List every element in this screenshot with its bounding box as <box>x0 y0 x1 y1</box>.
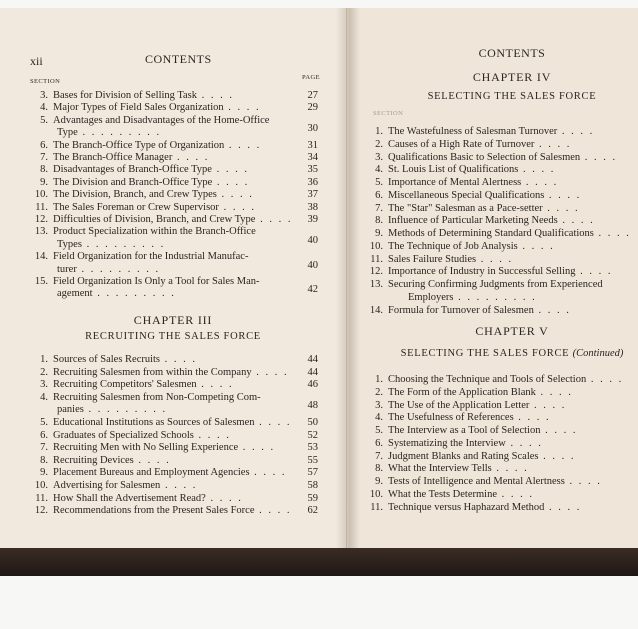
toc-entry-continuation-text: turer <box>57 263 77 275</box>
leader-dots: . . . . <box>133 454 171 466</box>
leader-dots: . . . . <box>497 488 534 500</box>
toc-entry-number: 4. <box>375 164 383 176</box>
toc-entry-page: 27 <box>307 90 318 101</box>
toc-entry <box>22 202 256 214</box>
toc-entry <box>365 152 617 164</box>
toc-entry-page: 42 <box>307 284 318 296</box>
toc-entry-page: 59 <box>307 492 318 504</box>
toc-entry-title: The Technique of Job Analysis <box>388 240 518 252</box>
toc-entry-number: 7. <box>40 152 48 163</box>
toc-entry-number: 7. <box>375 202 383 214</box>
leader-dots: . . . . <box>254 417 292 428</box>
continued-label: (Continued) <box>572 348 624 359</box>
toc-entry-page: 53 <box>307 442 318 454</box>
right-page <box>347 8 638 548</box>
toc-entry-continuation <box>57 404 167 416</box>
leader-dots: . . . . . . . . . <box>76 263 161 275</box>
toc-entry-title: The Branch-Office Manager <box>53 152 173 163</box>
toc-entry-continuation <box>57 239 165 251</box>
toc-entry-number: 6. <box>40 139 48 151</box>
leader-dots: . . . . <box>557 126 595 137</box>
toc-entry-number: 4. <box>40 102 48 114</box>
toc-entry <box>365 215 595 227</box>
leader-dots: . . . . <box>586 374 624 385</box>
running-head: CONTENTS <box>145 52 212 66</box>
toc-entry-title: Educational Institutions as Sources of Salesmen <box>53 417 255 428</box>
toc-entry-page: 39 <box>307 214 318 225</box>
toc-entry <box>365 241 555 253</box>
toc-entry-continuation <box>57 288 176 300</box>
toc-entry-page: 55 <box>307 454 318 466</box>
toc-entry-number: 12. <box>34 505 48 517</box>
toc-entry <box>365 177 558 189</box>
toc-entry-title: The Usefulness of References <box>388 412 514 424</box>
toc-entry <box>22 90 234 102</box>
toc-entry-continuation <box>408 292 537 304</box>
toc-entry-page: 48 <box>307 400 318 412</box>
leader-dots: . . . . <box>212 176 250 188</box>
toc-entry-number: 6. <box>375 437 383 449</box>
toc-entry-title: The Wastefulness of Salesman Turnover <box>388 126 558 137</box>
leader-dots: . . . . <box>529 399 567 411</box>
toc-entry <box>22 480 197 492</box>
book-edge <box>0 548 638 576</box>
toc-entry-title: St. Louis List of Qualifications <box>388 164 519 176</box>
toc-entry <box>365 139 571 151</box>
chapter-title: CHAPTER V <box>475 324 549 338</box>
leader-dots: . . . . <box>205 492 243 504</box>
toc-entry <box>22 430 231 442</box>
toc-entry-number: 12. <box>34 214 48 225</box>
toc-entry <box>22 493 243 505</box>
leader-dots: . . . . <box>580 151 618 163</box>
leader-dots: . . . . <box>211 164 249 176</box>
toc-entry <box>22 354 197 366</box>
toc-entry-page: 62 <box>307 505 318 517</box>
toc-entry-page: 31 <box>307 139 318 151</box>
page-column-label: PAGE <box>302 74 320 81</box>
toc-entry <box>22 140 261 152</box>
toc-entry-number: 6. <box>40 429 48 441</box>
toc-entry-page: 46 <box>307 379 318 391</box>
toc-entry-title: Graduates of Specialized Schools <box>53 429 194 441</box>
leader-dots: . . . . <box>517 240 555 252</box>
leader-dots: . . . . <box>557 215 595 227</box>
toc-entry-title: The Form of the Application Blank <box>388 386 536 398</box>
leader-dots: . . . . . . . . . <box>83 404 168 416</box>
leader-dots: . . . . <box>197 90 235 101</box>
toc-entry <box>22 417 292 429</box>
toc-entry-title: The Interview as a Tool of Selection <box>388 425 541 436</box>
toc-entry-number: 10. <box>369 240 383 252</box>
toc-entry <box>365 190 581 202</box>
toc-entry-title: The Use of the Application Letter <box>388 399 530 411</box>
toc-entry-number: 4. <box>40 391 48 403</box>
leader-dots: . . . . <box>544 189 582 201</box>
toc-entry-page: 40 <box>307 259 318 271</box>
toc-entry <box>365 412 551 424</box>
toc-entry-number: 2. <box>375 386 383 398</box>
toc-entry-number: 3. <box>375 151 383 163</box>
toc-entry <box>22 442 275 454</box>
toc-entry-number: 11. <box>370 501 383 513</box>
toc-entry <box>22 379 234 391</box>
toc-entry <box>365 305 571 317</box>
toc-entry-number: 1. <box>375 126 383 137</box>
toc-entry-page: 36 <box>307 176 318 188</box>
toc-entry-page: 29 <box>307 102 318 114</box>
toc-entry-title: Major Types of Field Sales Organization <box>53 102 224 114</box>
toc-entry-title: Importance of Industry in Successful Selling <box>388 266 576 278</box>
toc-entry-number: 6. <box>375 189 383 201</box>
leader-dots: . . . . <box>224 139 262 151</box>
leader-dots: . . . . <box>255 214 293 225</box>
toc-entry-number: 13. <box>34 226 48 238</box>
toc-entry <box>365 228 631 240</box>
toc-entry-title: Influence of Particular Marketing Needs <box>388 215 558 227</box>
toc-entry-title: Sources of Sales Recruits <box>53 354 161 365</box>
toc-entry-title: Recruiting Devices <box>53 454 134 466</box>
toc-entry-number: 8. <box>375 463 383 475</box>
toc-entry-number: 1. <box>375 374 383 385</box>
chapter-subtitle <box>347 348 638 359</box>
leader-dots: . . . . <box>254 505 292 517</box>
toc-entry-continuation-text: Types <box>57 238 82 250</box>
toc-entry <box>22 152 209 164</box>
toc-entry-continuation-text: agement <box>57 288 93 300</box>
leader-dots: . . . . <box>216 189 254 201</box>
toc-entry-number: 3. <box>375 399 383 411</box>
page-number: xii <box>30 54 43 68</box>
toc-entry-title: Recommendations from the Present Sales Force <box>53 505 255 517</box>
toc-entry-number: 5. <box>40 417 48 428</box>
leader-dots: . . . . <box>238 442 276 454</box>
toc-entry-title: Advantages and Disadvantages of the Home-Office <box>53 114 270 126</box>
running-head: CONTENTS <box>478 46 546 60</box>
toc-entry-title: Causes of a High Rate of Turnover <box>388 138 535 150</box>
toc-entry-continuation-text: Employers <box>408 291 454 303</box>
leader-dots: . . . . <box>518 164 556 176</box>
toc-entry <box>365 489 534 501</box>
leader-dots: . . . . . . . . . <box>92 288 176 300</box>
toc-entry-title: Securing Confirming Judgments from Experienced <box>388 279 603 290</box>
toc-entry-title: Sales Failure Studies <box>388 253 477 265</box>
toc-entry-number: 2. <box>375 138 383 150</box>
toc-entry <box>365 400 566 412</box>
toc-entry-number: 14. <box>34 251 48 263</box>
toc-entry <box>365 254 513 266</box>
leader-dots: . . . . . . . . . <box>77 127 162 139</box>
toc-entry-number: 10. <box>34 480 48 491</box>
toc-entry <box>22 367 289 379</box>
toc-entry <box>365 126 594 138</box>
toc-entry-title: Judgment Blanks and Rating Scales <box>388 450 539 462</box>
toc-entry-title: Systematizing the Interview <box>388 437 506 449</box>
leader-dots: . . . . <box>223 102 261 114</box>
toc-entry-title: Importance of Mental Alertness <box>388 177 522 188</box>
leader-dots: . . . . <box>513 412 551 424</box>
toc-entry <box>365 279 603 291</box>
toc-entry-continuation-text: Type <box>57 127 78 139</box>
toc-entry-number: 1. <box>40 354 48 365</box>
toc-entry-title: Placement Bureaus and Employment Agencies <box>53 467 250 479</box>
toc-entry <box>22 214 292 226</box>
toc-entry-page: 30 <box>307 123 318 135</box>
toc-entry-continuation-text: panies <box>57 404 84 416</box>
toc-entry-title: Technique versus Haphazard Method <box>388 501 545 513</box>
toc-entry <box>365 374 623 386</box>
toc-entry-number: 8. <box>40 454 48 466</box>
leader-dots: . . . . <box>535 386 573 398</box>
toc-entry-number: 9. <box>375 476 383 487</box>
toc-entry-title: Choosing the Technique and Tools of Selection <box>388 374 587 385</box>
toc-entry-title: Recruiting Salesmen from within the Company <box>53 366 252 378</box>
toc-entry <box>22 392 261 404</box>
toc-entry-page: 34 <box>307 152 318 163</box>
toc-entry-title: Methods of Determining Standard Qualifications <box>388 228 594 239</box>
toc-entry-continuation <box>57 127 161 139</box>
section-column-label: SECTION <box>373 110 404 117</box>
toc-entry <box>365 502 581 514</box>
toc-entry <box>22 189 254 201</box>
toc-entry <box>22 226 256 238</box>
leader-dots: . . . . <box>476 253 514 265</box>
toc-entry-number: 11. <box>35 492 48 504</box>
toc-entry-title: The "Star" Salesman as a Pace-setter <box>388 202 543 214</box>
leader-dots: . . . . <box>160 354 198 365</box>
toc-entry-number: 11. <box>35 201 48 213</box>
leader-dots: . . . . <box>593 228 631 239</box>
toc-entry-number: 7. <box>375 450 383 462</box>
toc-entry-title: Field Organization for the Industrial Manufac- <box>53 251 249 263</box>
toc-entry-title: What the Tests Determine <box>388 488 497 500</box>
toc-entry-number: 3. <box>40 379 48 391</box>
toc-entry-number: 11. <box>370 253 383 265</box>
chapter-title: CHAPTER III <box>133 313 213 327</box>
leader-dots: . . . . <box>521 177 559 188</box>
toc-entry-title: Field Organization Is Only a Tool for Sales Man- <box>53 276 260 287</box>
leader-dots: . . . . <box>505 437 543 449</box>
toc-entry-page: 44 <box>307 366 318 378</box>
left-page <box>0 8 347 548</box>
toc-entry-title: How Shall the Advertisement Read? <box>53 492 206 504</box>
toc-entry-title: Bases for Division of Selling Task <box>53 90 198 101</box>
leader-dots: . . . . <box>196 379 234 391</box>
toc-entry-number: 5. <box>40 114 48 126</box>
toc-entry-page: 58 <box>307 480 318 491</box>
toc-entry <box>365 438 543 450</box>
toc-entry-title: Recruiting Men with No Selling Experience <box>53 442 239 454</box>
toc-entry-page: 37 <box>307 189 318 201</box>
toc-entry-page: 44 <box>307 354 318 365</box>
leader-dots: . . . . . . . . . <box>81 238 166 250</box>
toc-entry <box>365 266 613 278</box>
leader-dots: . . . . . . . . . <box>453 291 537 303</box>
toc-entry-title: Difficulties of Division, Branch, and Crew Type <box>53 214 256 225</box>
toc-entry <box>365 203 580 215</box>
toc-entry-number: 4. <box>375 412 383 424</box>
leader-dots: . . . . <box>542 202 580 214</box>
toc-entry-continuation <box>57 264 160 276</box>
toc-entry-number: 10. <box>34 189 48 201</box>
toc-entry-page: 52 <box>307 429 318 441</box>
toc-entry-number: 8. <box>40 164 48 176</box>
toc-entry-number: 3. <box>40 90 48 101</box>
toc-entry-number: 12. <box>369 266 383 278</box>
toc-entry-number: 5. <box>375 177 383 188</box>
toc-entry-page: 50 <box>307 417 318 428</box>
toc-entry-page: 38 <box>307 201 318 213</box>
section-column-label: SECTION <box>30 78 61 85</box>
toc-entry <box>22 102 261 114</box>
leader-dots: . . . . <box>540 425 578 436</box>
toc-entry <box>22 251 248 263</box>
leader-dots: . . . . <box>533 304 571 316</box>
toc-entry-number: 14. <box>369 304 383 316</box>
toc-entry-title: The Division and Branch-Office Type <box>53 176 213 188</box>
toc-entry-title: What the Interview Tells <box>388 463 492 475</box>
leader-dots: . . . . <box>575 266 613 278</box>
toc-entry-title: Miscellaneous Special Qualifications <box>388 189 545 201</box>
toc-entry-title: Product Specialization within the Branch-Office <box>53 226 256 238</box>
toc-entry-number: 7. <box>40 442 48 454</box>
leader-dots: . . . . <box>544 501 582 513</box>
toc-entry-title: Recruiting Competitors' Salesmen <box>53 379 197 391</box>
toc-entry-number: 13. <box>369 279 383 290</box>
toc-entry <box>22 177 249 189</box>
chapter-subtitle: RECRUITING THE SALES FORCE <box>85 331 261 342</box>
toc-entry-title: Qualifications Basic to Selection of Salesmen <box>388 151 581 163</box>
chapter-title: CHAPTER IV <box>472 70 552 84</box>
toc-entry <box>22 115 269 127</box>
leader-dots: . . . . <box>491 463 529 475</box>
toc-entry-number: 15. <box>34 276 48 287</box>
toc-entry <box>365 387 573 399</box>
toc-entry <box>22 164 249 176</box>
leader-dots: . . . . <box>218 201 256 213</box>
toc-entry-title: The Division, Branch, and Crew Types <box>53 189 217 201</box>
toc-entry-title: The Sales Foreman or Crew Supervisor <box>53 201 219 213</box>
toc-entry <box>365 451 575 463</box>
toc-entry <box>22 505 292 517</box>
toc-entry-page: 57 <box>307 467 318 479</box>
leader-dots: . . . . <box>172 152 210 163</box>
toc-entry-title: Advertising for Salesmen <box>53 480 161 491</box>
toc-entry-page: 35 <box>307 164 318 176</box>
toc-entry-number: 8. <box>375 215 383 227</box>
leader-dots: . . . . <box>160 480 198 491</box>
toc-entry-title: The Branch-Office Type of Organization <box>53 139 225 151</box>
toc-entry-title: Tests of Intelligence and Mental Alertness <box>388 476 565 487</box>
leader-dots: . . . . <box>538 450 576 462</box>
toc-entry-title: Recruiting Salesmen from Non-Competing Com- <box>53 391 261 403</box>
toc-entry-number: 10. <box>369 488 383 500</box>
leader-dots: . . . . <box>193 429 231 441</box>
toc-entry <box>22 276 260 288</box>
toc-entry-number: 2. <box>40 366 48 378</box>
toc-entry-number: 9. <box>40 176 48 188</box>
leader-dots: . . . . <box>564 476 602 487</box>
leader-dots: . . . . <box>251 366 289 378</box>
chapter-subtitle-text: SELECTING THE SALES FORCE <box>400 348 570 359</box>
toc-entry-page: 40 <box>307 234 318 246</box>
toc-entry-number: 9. <box>375 228 383 239</box>
toc-entry <box>365 425 577 437</box>
toc-entry-title: Disadvantages of Branch-Office Type <box>53 164 212 176</box>
toc-entry-title: Formula for Turnover of Salesmen <box>388 304 534 316</box>
leader-dots: . . . . <box>534 138 572 150</box>
toc-entry <box>22 455 171 467</box>
toc-entry <box>365 463 529 475</box>
chapter-subtitle: SELECTING THE SALES FORCE <box>427 91 597 102</box>
toc-entry-number: 9. <box>40 467 48 479</box>
toc-entry-number: 5. <box>375 425 383 436</box>
leader-dots: . . . . <box>249 467 287 479</box>
toc-entry <box>22 467 287 479</box>
toc-entry <box>365 476 602 488</box>
toc-entry <box>365 164 555 176</box>
